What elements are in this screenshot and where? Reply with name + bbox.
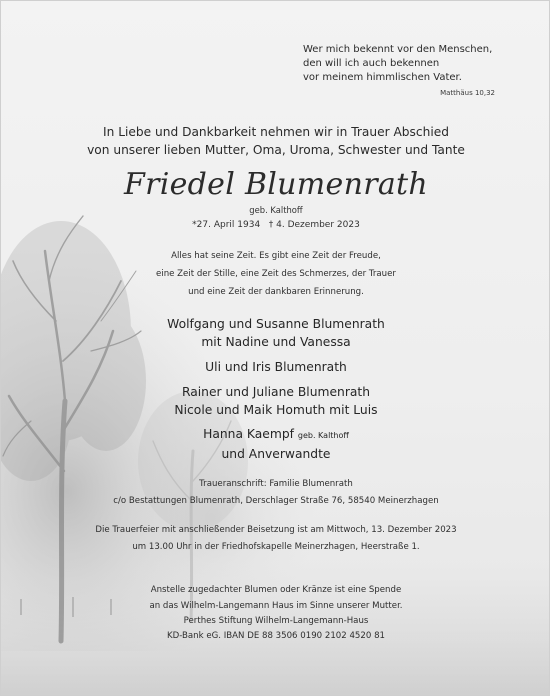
quote-line: eine Zeit der Stille, eine Zeit des Schmerzes, der Trauer: [156, 269, 396, 279]
death-date: † 4. Dezember 2023: [268, 220, 360, 230]
deceased-name: Friedel Blumenrath: [123, 167, 429, 202]
intro-line: von unserer lieben Mutter, Oma, Uroma, Schwester und Tante: [87, 143, 465, 157]
family-line: Uli und Iris Blumenrath: [205, 360, 347, 374]
family-line: Wolfgang und Susanne Blumenrath: [167, 317, 385, 331]
relatives-line: und Anverwandte: [221, 447, 331, 461]
obituary-text: [1, 1, 550, 696]
bible-verse-source: Matthäus 10,32: [440, 89, 495, 97]
donation-line: an das Wilhelm-Langemann Haus im Sinne unserer Mutter.: [149, 601, 403, 611]
address-line: Traueranschrift: Familie Blumenrath: [199, 479, 353, 489]
quote-line: und eine Zeit der dankbaren Erinnerung.: [188, 287, 364, 297]
service-line: Die Trauerfeier mit anschließender Beisetzung ist am Mittwoch, 13. Dezember 2023: [95, 525, 457, 535]
bible-verse-line: vor meinem himmlischen Vater.: [303, 72, 462, 83]
intro-line: In Liebe und Dankbarkeit nehmen wir in Trauer Abschied: [103, 125, 449, 139]
bible-verse-line: Wer mich bekennt vor den Menschen,: [303, 44, 493, 55]
maiden-name: geb. Kalthoff: [249, 205, 303, 215]
family-line-hanna: [1, 427, 550, 441]
service-line: um 13.00 Uhr in der Friedhofskapelle Meinerzhagen, Heerstraße 1.: [132, 542, 420, 552]
address-line: c/o Bestattungen Blumenrath, Derschlager Straße 76, 58540 Meinerzhagen: [113, 496, 439, 506]
donation-line: Anstelle zugedachter Blumen oder Kränze ist eine Spende: [150, 585, 402, 595]
family-member-note: geb. Kalthoff: [297, 431, 349, 440]
donation-line: Perthes Stiftung Wilhelm-Langemann-Haus: [183, 616, 369, 626]
quote-line: Alles hat seine Zeit. Es gibt eine Zeit der Freude,: [171, 251, 381, 261]
family-member-hanna: Hanna Kaempf: [203, 427, 294, 441]
life-dates: [1, 220, 550, 230]
family-line: Rainer und Juliane Blumenrath: [181, 385, 371, 399]
bible-verse-line: den will ich auch bekennen: [303, 58, 440, 69]
family-line: Nicole und Maik Homuth mit Luis: [174, 403, 378, 417]
donation-bank-line: KD-Bank eG. IBAN DE 88 3506 0190 2102 4520 81: [166, 631, 386, 641]
family-line: mit Nadine und Vanessa: [201, 335, 351, 349]
birth-date: *27. April 1934: [192, 220, 261, 230]
